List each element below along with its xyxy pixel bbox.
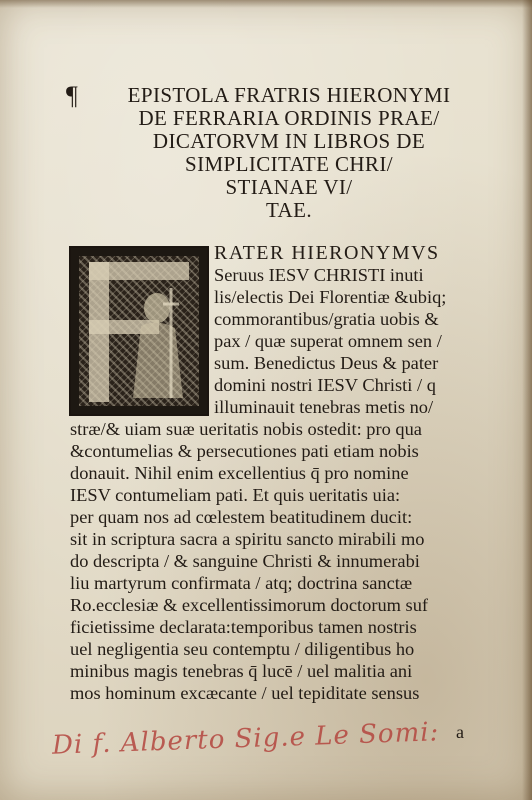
text-line: stræ/& uiam suæ ueritatis nobis ostedit: pro qua xyxy=(70,419,422,439)
text-line: minibus magis tenebras q̄ lucē / uel malitia ani xyxy=(70,661,413,681)
text-line: lis/electis Dei Florentiæ &ubiq; xyxy=(214,287,447,307)
text-line: donauit. Nihil enim excellentius q̄ pro nomine xyxy=(70,463,409,483)
title-line: STIANAE VI/ xyxy=(225,175,353,199)
page-title xyxy=(64,81,514,222)
text-line: illuminauit tenebras metis no/ xyxy=(214,397,434,417)
text-beside-initial xyxy=(214,242,514,418)
folio-mark: a xyxy=(456,722,464,742)
woodcut-initial xyxy=(69,246,209,416)
title-line: EPISTOLA FRATRIS HIERONYMI xyxy=(127,83,451,107)
page-right-edge xyxy=(522,0,532,800)
text-line: uel negligentia seu contemptu / diligentibus ho xyxy=(70,639,415,659)
text-line: IESV contumeliam pati. Et quis ueritatis uia: xyxy=(70,485,401,505)
text-line: &contumelias & persecutiones pati etiam nobis xyxy=(70,441,419,461)
text-line: mos hominum excæcante / uel tepiditate sensus xyxy=(70,683,420,703)
text-full-width xyxy=(70,418,510,704)
text-line: Seruus IESV CHRISTI inuti xyxy=(214,265,424,285)
pilcrow-mark: ¶ xyxy=(66,81,79,110)
text-line: sit in scriptura sacra a spiritu sancto mirabili mo xyxy=(70,529,425,549)
text-line: do descripta / & sanguine Christi & innumerabi xyxy=(70,551,420,571)
text-line: ficietissime declarata:temporibus tamen nostris xyxy=(70,617,417,637)
title-line: TAE. xyxy=(266,198,312,222)
woodcut-figure-icon xyxy=(71,248,211,418)
text-line: pax / quæ superat omnem sen / xyxy=(214,331,442,351)
text-line: RATER HIERONYMVS xyxy=(214,242,440,264)
text-line: per quam nos ad cœlestem beatitudinem ducit: xyxy=(70,507,413,527)
title-line: DICATORVM IN LIBROS DE xyxy=(152,129,426,153)
text-line: sum. Benedictus Deus & pater xyxy=(214,353,439,373)
page-top-edge xyxy=(0,0,532,8)
title-line: SIMPLICITATE CHRI/ xyxy=(185,152,393,176)
title-line: DE FERRARIA ORDINIS PRAE/ xyxy=(138,106,440,130)
handwritten-signature: Di f. Alberto Sig.e Le Somi: xyxy=(51,717,440,761)
text-line: liu martyrum confirmata / atq; doctrina sanctæ xyxy=(70,573,413,593)
text-line: commorantibus/gratia uobis & xyxy=(214,309,439,329)
text-line: domini nostri IESV Christi / q xyxy=(214,375,436,395)
text-line: Ro.ecclesiæ & excellentissimorum doctorum suf xyxy=(70,595,429,615)
